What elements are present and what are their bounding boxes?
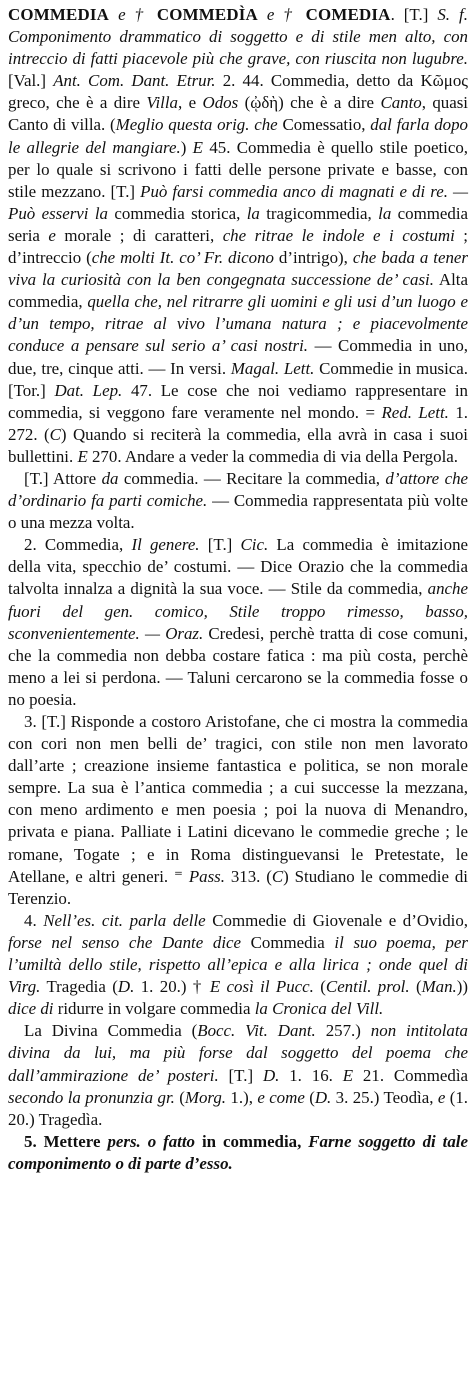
- text-span: (1. 20.) Tragedìa.: [8, 1087, 468, 1129]
- citation-source: D.: [314, 1087, 332, 1107]
- italic-span: non intitolata divina da lui, ma più forse dal soggetto del poema che dall’ammirazione de’ posteri.: [8, 1021, 468, 1085]
- sense-4-paragraph: [8, 910, 468, 1020]
- italic-span: Villa: [146, 93, 178, 113]
- text-span: 270. Andare a veder la commedia di via della Pergola.: [87, 446, 458, 466]
- text-span: Commedie in musica. [Tor.]: [8, 358, 469, 400]
- text-span: — Commedia rappresentata più volte o una mezza volta.: [8, 491, 468, 533]
- italic-span: Canto: [380, 93, 422, 113]
- italic-span: C: [271, 866, 284, 886]
- text-span: Commedie di Giovenale e d’Ovidio,: [205, 910, 469, 930]
- greek-word: ᾠδὴ: [250, 93, 279, 113]
- italic-span: da: [101, 468, 119, 488]
- sense-5-paragraph: [8, 1131, 468, 1175]
- italic-span: d’attore che d’ordinario fa parti comiche.: [8, 468, 469, 511]
- text-span: 257.): [315, 1021, 371, 1041]
- text-span: 1. 20.) †: [134, 977, 210, 997]
- citation-source: D.: [117, 977, 135, 997]
- text-span: (: [174, 1087, 185, 1107]
- text-span: Comessatio,: [277, 115, 371, 135]
- text-span: ; d’intreccio (: [8, 225, 468, 268]
- italic-span: il suo poema, per l’umiltà dello stile, rispetto all’epica e alla lirica ; onde quel di Virg.: [8, 932, 468, 997]
- italic-span: E: [192, 137, 203, 157]
- text-span: , quasi Canto di villa. (: [8, 93, 469, 135]
- bold-span: in commedia,: [195, 1131, 309, 1151]
- text-span: La commedia è imitazione della vita, specchio de’ costumi. — Dice Orazio che la commedia talvolta innalza a dignità la sua voce. — Stile da commedia,: [8, 535, 469, 599]
- italic-span: dice di: [8, 999, 54, 1019]
- text-span: commedia seria: [8, 203, 469, 245]
- text-span: [T.]: [218, 1065, 263, 1085]
- italic-span: dal farla dopo le allegrie del mangiare.: [8, 115, 468, 157]
- text-span: 1.),: [226, 1087, 258, 1107]
- citation-source: Centil. prol.: [325, 977, 410, 997]
- italic-span: anche fuori del gen. comico, Stile troppo rimesso, basso, sconvenientemente. — Oraz.: [8, 579, 468, 643]
- headword-variant: COMMEDÌA: [156, 5, 258, 24]
- citation-source: Bocc. Vit. Dant.: [197, 1021, 316, 1041]
- text-span: 21. Commedìa: [353, 1065, 469, 1085]
- citation-source: Dat. Lep.: [54, 380, 123, 400]
- entry-head-paragraph: [8, 4, 468, 468]
- italic-span: che bada a tener viva la curiosità con la ben congegnata successione de’ casi.: [8, 248, 468, 290]
- text-span: ): [180, 137, 193, 157]
- text-span: greco, che è a dire: [8, 93, 147, 113]
- text-span: (: [304, 1087, 315, 1107]
- italic-span: E: [77, 446, 88, 466]
- text-span: Commedia: [241, 932, 335, 952]
- divina-commedia-paragraph: [8, 1020, 468, 1130]
- text-span: 3. 25.) Teodìa,: [331, 1087, 438, 1107]
- italic-span: Meglio questa orig. che: [115, 115, 278, 135]
- sense-actor-paragraph: [8, 468, 468, 534]
- sense-2-paragraph: [8, 534, 468, 711]
- text-span: 45. Commedia è quello stile poetico, per lo quale si scrivono i fatti delle persone private e basse, con stile mezzano. [T.]: [8, 137, 468, 201]
- text-span: )): [456, 977, 469, 997]
- text-span: 1. 16.: [279, 1065, 343, 1085]
- text-span: 2. 44. Commedia, detto da: [215, 71, 421, 91]
- text-span: (: [409, 977, 422, 997]
- text-span: 3. [T.] Risponde a costoro Aristofane, che ci mostra la commedia con cori non men belli de’ tragici, con stile non men lavorato dall’arte ; creazione insieme fantastica e politica, se non morale sempre. La sua è l’antica commedia ; a cui successe la mezzana, con meno ardimento e men poesia ; poi la nuova di Menandro, privata e piana. Palliate i Latini dicevano le commedie greche ; le romane, Togate ; e in Roma distinguevansi le Pretestate, le Atellane, e altri generi. ⁼: [8, 712, 468, 886]
- text-span: [T.] Attore: [24, 468, 102, 488]
- text-span: 2. Commedia,: [24, 535, 132, 555]
- text-span: ) che è a dire: [278, 93, 381, 113]
- definition: S. f. Componimento drammatico di soggetto e di stile men alto, con intreccio di fatti piacevole più che grave, con riuscita non lugubre.: [8, 5, 468, 69]
- text-span: [T.]: [199, 535, 241, 555]
- text-span: , e: [178, 93, 203, 113]
- text-span: commedia. — Recitare la commedia,: [118, 468, 386, 488]
- italic-span: la Cronica del Vill.: [254, 999, 384, 1019]
- italic-span: la: [378, 203, 392, 223]
- text-span: 4.: [24, 910, 44, 930]
- italic-span: Il genere.: [131, 535, 200, 555]
- bold-italic-span: pers. o fatto: [107, 1131, 195, 1151]
- text-span: La Divina Commedia (: [24, 1021, 198, 1041]
- text-span: 1. 272. (: [8, 402, 469, 444]
- text-span: 313. (: [224, 866, 272, 886]
- text-span: tragicommedia,: [259, 203, 379, 223]
- bold-italic-span: Farne soggetto di tale componimento o di parte d’esso.: [8, 1131, 468, 1173]
- italic-span: che molti It. co’ Fr. dicono: [91, 248, 274, 268]
- text-span: ridurre in volgare commedia: [53, 999, 255, 1019]
- conjunction-e: e †: [257, 5, 306, 24]
- citation-source: Magal. Lett.: [230, 358, 315, 378]
- italic-span: e: [48, 225, 56, 245]
- italic-span: forse nel senso che Dante dice: [8, 932, 242, 952]
- italic-span: Odos: [202, 93, 239, 113]
- italic-span: che ritrae le indole e i costumi: [222, 225, 455, 245]
- conjunction-e: e †: [109, 5, 157, 24]
- italic-span: E: [342, 1065, 354, 1085]
- italic-span: e come: [257, 1087, 305, 1107]
- italic-span: e: [437, 1087, 446, 1107]
- italic-span: la: [246, 203, 260, 223]
- citation-source: D.: [262, 1065, 280, 1085]
- citation-source: Ant. Com. Dant. Etrur.: [53, 71, 216, 91]
- italic-span: C: [49, 424, 61, 444]
- text-span: 47. Le cose che noi vediamo rappresentare in commedia, si veggono fare veramente nel mondo. =: [8, 380, 468, 422]
- text-span: . [T.]: [390, 5, 438, 24]
- italic-span: Nell’es. cit. parla delle: [43, 910, 206, 930]
- headword-variant: COMEDIA: [305, 5, 391, 24]
- citation-source: Man.: [421, 977, 457, 997]
- greek-word: Κῶμος: [420, 71, 468, 91]
- text-span: Tragedia (: [40, 977, 118, 997]
- bold-span: 5. Mettere: [24, 1131, 108, 1151]
- text-span: ) Quando si reciterà la commedia, ella avrà in casa i suoi bullettini.: [8, 424, 468, 466]
- text-span: Alta commedia,: [8, 270, 468, 312]
- text-span: morale ; di caratteri,: [55, 225, 223, 245]
- citation-source: Red. Lett.: [381, 402, 449, 422]
- italic-span: E così il Pucc.: [209, 977, 314, 997]
- citation-source: Cic.: [240, 535, 269, 555]
- text-span: (: [238, 93, 251, 113]
- text-span: d’intrigo),: [274, 248, 353, 268]
- italic-span: secondo la pronunzia gr.: [8, 1087, 175, 1107]
- italic-span: quella che, nel ritrarre gli uomini e gli usi d’un luogo e d’un tempo, ritrae al vivo l’umana natura ; e piacevolmente conduce a pensare sul serio a’ casi nostri.: [8, 292, 468, 356]
- text-span: commedia storica,: [108, 203, 247, 223]
- text-span: (: [313, 977, 326, 997]
- citation-source: Pass.: [188, 866, 225, 886]
- sense-3-paragraph: [8, 711, 468, 910]
- text-span: — Commedia in uno, due, tre, cinque atti. — In versi.: [8, 336, 468, 378]
- citation-source: Morg.: [184, 1087, 227, 1107]
- text-span: ) Studiano le commedie di Terenzio.: [8, 866, 468, 908]
- text-span: [Val.]: [8, 71, 54, 91]
- text-span: Credesi, perchè tratta di cose comuni, che la commedia non debba costare fatica : ma più costa, perchè meno a lei si perdona. — Taluni cercarono se la commedia fosse o no poesia.: [8, 623, 468, 709]
- headword: COMMEDIA: [8, 5, 110, 24]
- italic-span: Può farsi commedia anco di magnati e di re. — Può esservi la: [8, 181, 469, 223]
